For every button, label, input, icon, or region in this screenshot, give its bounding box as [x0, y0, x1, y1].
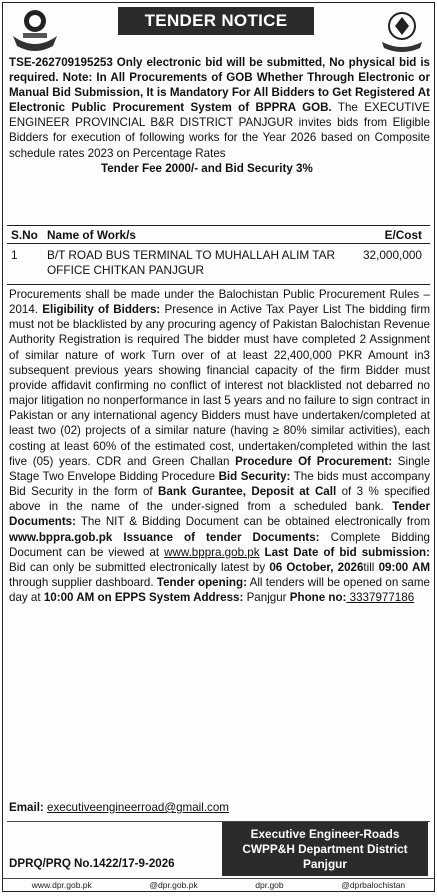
header	[3, 3, 434, 55]
table-header	[7, 226, 430, 244]
page-title: TENDER NOTICE	[118, 7, 314, 35]
signature-line-3: Panjgur	[303, 856, 347, 871]
footer-item[interactable]: dpr.gob	[255, 880, 284, 890]
opening-time: 10:00 AM on EPPS System	[43, 591, 191, 605]
body-paragraph	[9, 287, 430, 605]
emblem-icon	[9, 6, 61, 52]
dashboard-text: through supplier dashboard.	[9, 575, 157, 589]
cell-sno: 1	[11, 248, 18, 262]
bppra-link-2[interactable]: www.bppra.gob.pk	[164, 545, 260, 559]
table-row	[7, 244, 430, 285]
eligibility-text: Presence in Active Tax Payer List The bidding firm must not be blacklisted by any procuring agency of Pakistan Balochistan Revenue Authority Registration is required The bidder must have completed 2 Assignment of similar nature of work Turn over of at least 22,400,000 PKR Amount in3 subsequent previous years showing financial capacity of the firm Bidder must provide affidavit confirming no conflict of interest not blacklisted not debarred no major litigation no nonperformance in last 5 years and no failure to sign contract in Pakistan or any international agency Bidders must have undertaken/completed at least two (02) projects of a similar nature (having ≥ 80% similar activities), each costing at least 60% of the estimated cost, undertaken/completed within the last five (05) years. CDR and Green Challan	[9, 303, 431, 468]
email-address[interactable]: executiveengineerroad@gmail.com	[47, 801, 229, 814]
till-text: till	[363, 560, 379, 574]
documents-text: The NIT & Bidding Document can be obtained electronically from	[76, 515, 430, 529]
security-text: The bids must accompany Bid Security in the form of	[9, 469, 430, 499]
signature-line-1: Executive Engineer-Roads	[250, 826, 400, 841]
email-line	[9, 801, 229, 814]
seal-icon	[376, 6, 428, 52]
submission-time: 09:00 AM	[378, 560, 430, 574]
footer-item[interactable]: @dprbalochistan	[341, 880, 406, 890]
opening-heading: Tender opening:	[156, 575, 247, 589]
footer-item[interactable]: @dpr.gob.pk	[149, 880, 198, 890]
col-sno: S.No	[11, 227, 38, 242]
eligibility-heading: Eligibility of Bidders:	[42, 303, 161, 317]
last-date-heading: Last Date of bid submission:	[259, 545, 430, 559]
dprq-number: DPRQ/PRQ No.1422/17-9-2026	[9, 857, 175, 870]
intro-text: The EXECUTIVE ENGINEER PROVINCIAL B&R DISTRICT PANJGUR invites bids from Eligible Bidders for execution of following works for the Year 2026 based on Composite schedule rates 2023 on Percentage Rates	[9, 101, 430, 160]
signature-line-2: CWPP&H Department District	[242, 841, 408, 856]
lead-paragraph	[9, 55, 430, 176]
works-table	[7, 225, 430, 285]
phone-number[interactable]: 3337977186	[346, 591, 415, 605]
tse-note: TSE-262709195253 Only electronic bid will be submitted, No physical bid is required. Note: In All Procurements of GOB Whether Through Electronic or Manual Bid Submission, It is Mandatory For All Bidders to Get Registered At Electronic Public Procurement System of BPPRA GOB.	[9, 56, 430, 115]
footer	[3, 878, 434, 891]
procedure-text: Single Stage Two Envelope Bidding Procedure	[9, 454, 431, 483]
tender-notice-page	[2, 2, 435, 892]
bppra-link[interactable]: www.bppra.gob.pk	[9, 530, 113, 544]
phone-label: Phone no:	[289, 591, 347, 605]
footer-item[interactable]: www.dpr.gob.pk	[31, 880, 92, 890]
address-text: Panjgur	[243, 591, 290, 605]
cell-work: B/T ROAD BUS TERMINAL TO MUHALLAH ALIM TAR OFFICE CHITKAN PANJGUR	[47, 248, 336, 277]
cell-cost: 32,000,000	[362, 248, 422, 262]
issuance-heading: Issuance of tender Documents:	[112, 530, 320, 544]
email-label: Email:	[9, 801, 44, 814]
tender-fee: Tender Fee 2000/- and Bid Security 3%	[101, 161, 313, 175]
last-date-text: Bid can only be submitted electronically latest by	[9, 560, 270, 574]
col-work: Name of Work/s	[47, 227, 136, 242]
rules-text: Procurements shall be made under the Balochistan Public Procurement Rules – 2014.	[9, 288, 430, 317]
documents-heading: Tender Documents:	[9, 500, 430, 529]
signature-block	[222, 822, 428, 876]
issuance-text: Complete Bidding Document can be viewed at	[9, 530, 430, 559]
opening-text: All tenders will be opened on same day at	[9, 575, 430, 605]
submission-date: 06 October, 2026	[269, 560, 364, 574]
procedure-heading: Procedure Of Procurement:	[235, 454, 393, 468]
bank-guarantee: Bank Gurantee, Deposit at Call	[158, 485, 337, 499]
security-heading: Bid Security:	[218, 469, 291, 483]
col-cost: E/Cost	[384, 227, 422, 242]
address-heading: Address:	[190, 591, 244, 605]
security-text-2: of 3 % specified above in the name of the under-signed from a scheduled bank.	[9, 485, 430, 514]
